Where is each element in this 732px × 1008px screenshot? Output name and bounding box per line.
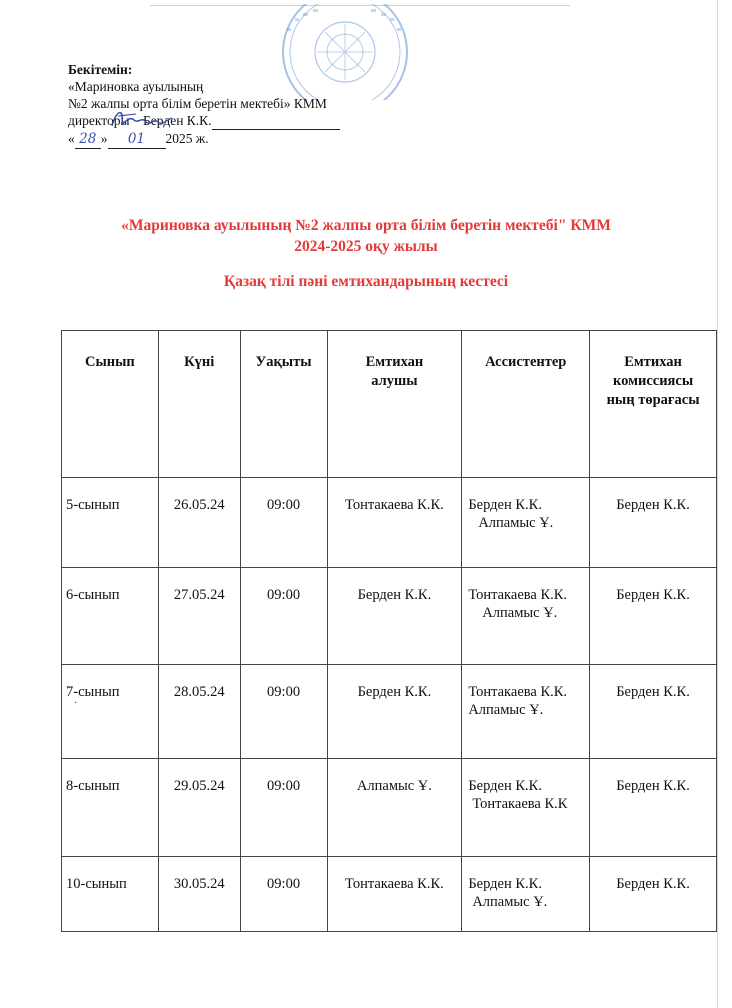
document-title-school: «Мариновка ауылының №2 жалпы орта білім беретін мектебі" КММ	[121, 217, 611, 234]
cell-class: 10-сынып	[62, 857, 159, 932]
assistant-1: Тонтакаева К.К.	[468, 684, 568, 700]
cell-assistants	[462, 857, 590, 932]
assistant-1: Берден К.К.	[468, 876, 542, 892]
header-class: Сынып	[62, 331, 159, 478]
director-label: директоры	[68, 113, 130, 128]
table-row	[62, 759, 717, 857]
document-title-subject: Қазақ тілі пәні емтихандарының кестесі	[223, 273, 509, 290]
cell-chair: Берден К.К.	[590, 568, 717, 665]
handwritten-signature	[106, 104, 176, 134]
cell-examiner: Берден К.К.	[327, 568, 462, 665]
table-row	[62, 568, 717, 665]
cell-class: 8-сынып	[62, 759, 159, 857]
assistant-2: Алпамыс Ұ.	[478, 515, 554, 531]
header-time: Уақыты	[240, 331, 327, 478]
header-examiner: Емтихан алушы	[327, 331, 462, 478]
header-assistants: Ассистентер	[462, 331, 590, 478]
cell-date: 27.05.24	[158, 568, 240, 665]
approval-line-2: №2 жалпы орта білім беретін мектебі» КММ	[68, 96, 327, 111]
cell-assistants	[462, 665, 590, 759]
cell-class: 6-сынып	[62, 568, 159, 665]
table-row	[62, 857, 717, 932]
cell-class-text: 7-сынып	[66, 684, 120, 700]
assistant-2: Алпамыс Ұ.	[468, 702, 544, 718]
assistant-1: Берден К.К.	[468, 497, 542, 513]
cell-assistants	[462, 759, 590, 857]
date-open-quote: «	[68, 131, 75, 146]
header-date: Күні	[158, 331, 240, 478]
exam-schedule-table	[61, 330, 717, 932]
cell-examiner: Тонтакаева К.К.	[327, 857, 462, 932]
assistant-1: Тонтакаева К.К.	[468, 587, 568, 603]
document-title-year: 2024-2025 оқу жылы	[294, 238, 438, 255]
cell-chair: Берден К.К.	[590, 665, 717, 759]
cell-date: 26.05.24	[158, 478, 240, 568]
cell-date: 30.05.24	[158, 857, 240, 932]
date-year: 2025 ж.	[165, 131, 209, 146]
date-close-quote: »	[100, 131, 108, 146]
date-day: 28	[75, 131, 101, 149]
cell-chair: Берден К.К.	[590, 478, 717, 568]
table-row	[62, 665, 717, 759]
approval-line-1: «Мариновка ауылының	[68, 79, 204, 94]
scan-right-edge	[717, 0, 718, 1008]
date-month: 01	[108, 131, 166, 149]
approval-heading: Бекітемін:	[68, 62, 133, 77]
cell-time: 09:00	[240, 665, 327, 759]
cell-time: 09:00	[240, 857, 327, 932]
cell-date: 29.05.24	[158, 759, 240, 857]
cell-class	[62, 665, 159, 759]
cell-assistants	[462, 478, 590, 568]
cell-assistants	[462, 568, 590, 665]
director-name: Берден К.К.	[143, 113, 212, 128]
cell-examiner: Берден К.К.	[327, 665, 462, 759]
assistant-1: Берден К.К.	[468, 778, 542, 794]
cell-time: 09:00	[240, 568, 327, 665]
cell-time: 09:00	[240, 478, 327, 568]
header-chair: Емтихан комиссиясы ның төрағасы	[590, 331, 717, 478]
assistant-2: Алпамыс Ұ.	[472, 894, 548, 910]
cell-chair: Берден К.К.	[590, 857, 717, 932]
cell-examiner: Алпамыс Ұ.	[327, 759, 462, 857]
cell-examiner: Тонтакаева К.К.	[327, 478, 462, 568]
assistant-2: Тонтакаева К.К	[472, 796, 568, 812]
cell-class: 5-сынып	[62, 478, 159, 568]
stray-dot: ·	[74, 698, 78, 709]
table-header-row	[62, 331, 717, 478]
assistant-2: Алпамыс Ұ.	[482, 605, 558, 621]
cell-date: 28.05.24	[158, 665, 240, 759]
cell-time: 09:00	[240, 759, 327, 857]
cell-chair: Берден К.К.	[590, 759, 717, 857]
table-row	[62, 478, 717, 568]
